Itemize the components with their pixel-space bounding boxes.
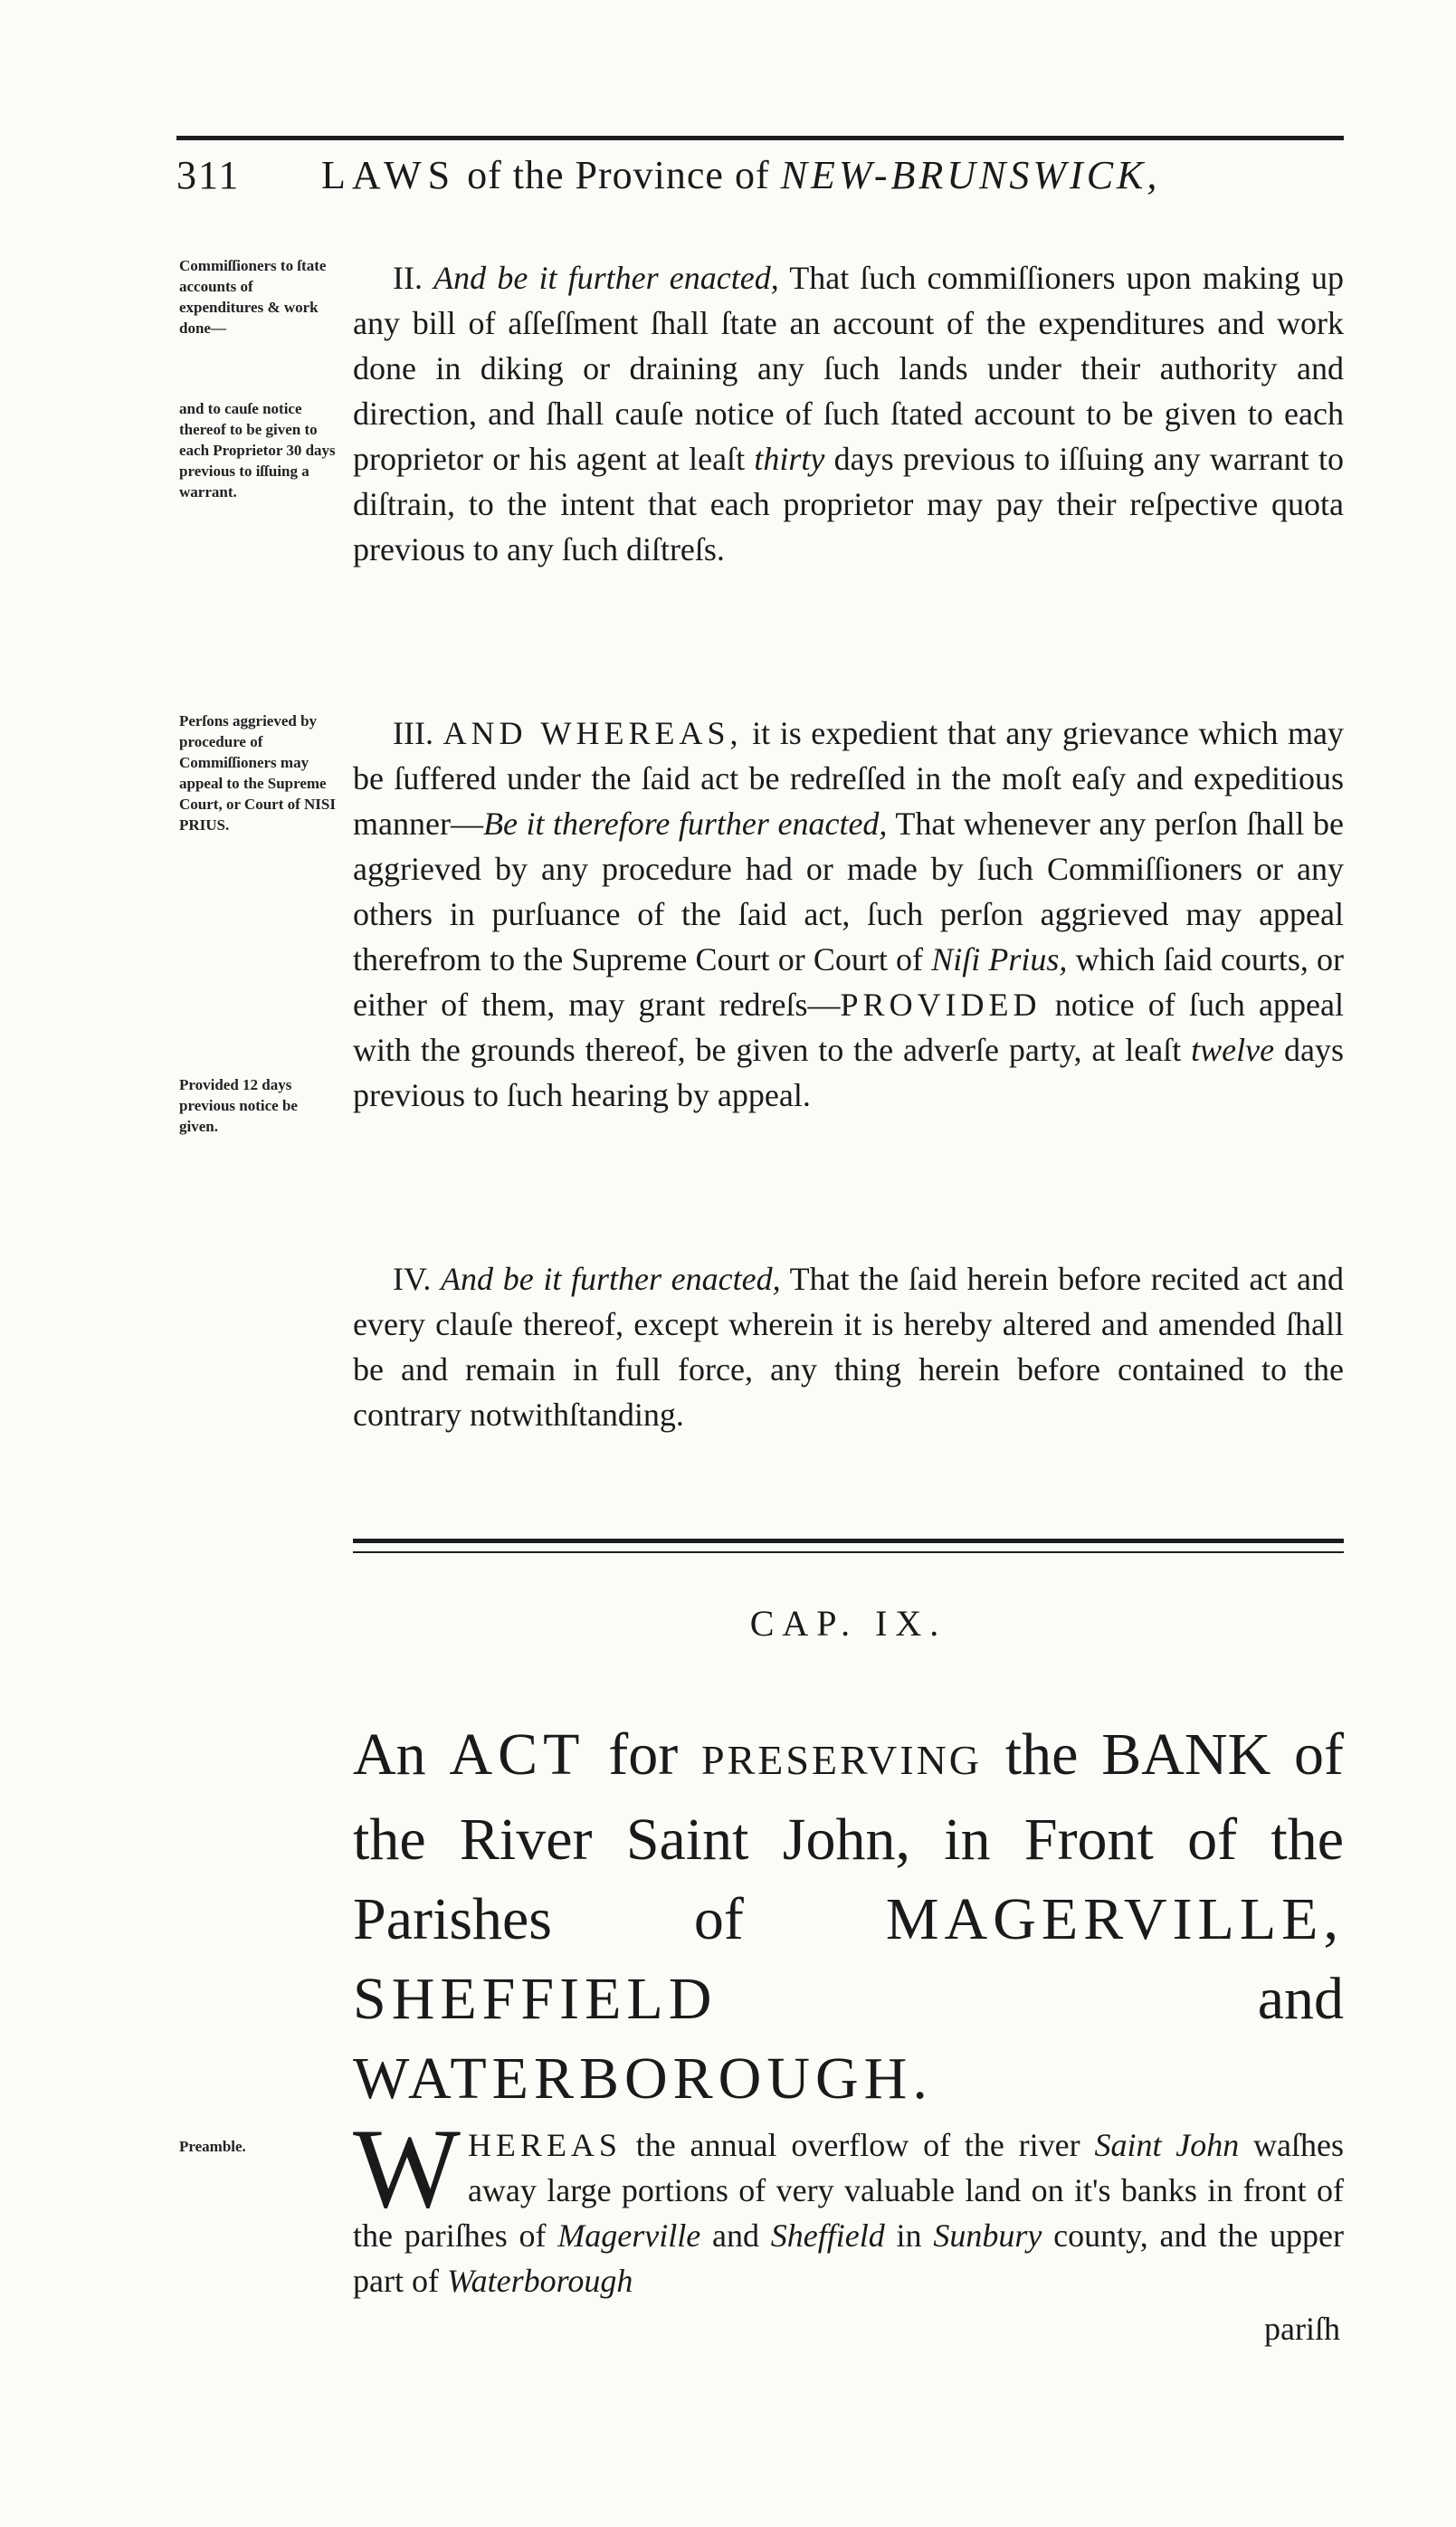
act-title-of-river: of the River xyxy=(353,1721,1344,1873)
act-title-places: MAGERVILLE, SHEFFIELD xyxy=(353,1886,1344,2032)
preamble-waterborough: Waterborough xyxy=(446,2263,633,2299)
margin-note-state-accounts: Commiſſioners to ſtate accounts of expenditures & work done— xyxy=(179,257,327,337)
preamble-text-c: county, and the upper part of xyxy=(353,2217,1345,2299)
act-title-saint: Saint xyxy=(625,1807,749,1873)
page-number: 311 xyxy=(176,153,241,197)
margin-note-persons-aggrieved: Perſons aggrieved by procedure of Commiſſioners may appeal to the Supreme Court, or Court of NISI PRIUS. xyxy=(179,712,336,834)
section-iii-text-b: That whenever any perſon ſhall be aggrieved by any procedure had or made by ſuch Commiſſioners or any others in purſuance of the ſaid act, ſuch perſon aggrieved may appeal therefrom to the Supreme Court or Court of xyxy=(353,806,1344,977)
section-iii-text-c: which ſaid courts, or either of them, may grant redreſs— xyxy=(353,941,1345,1023)
section-iii-enacting: Be it therefore further enacted, xyxy=(482,806,888,842)
act-title-preserving: PRESERVING xyxy=(700,1737,983,1783)
header-rule xyxy=(176,136,1344,140)
preamble-saint-john: Saint John xyxy=(1094,2127,1240,2163)
catchword: pariſh xyxy=(1264,2311,1340,2347)
running-header xyxy=(176,152,1344,215)
preamble-in: in xyxy=(896,2217,922,2254)
section-iii-number: III. xyxy=(393,715,433,751)
section-iv-text: That the ſaid herein before recited act and every clauſe thereof, except wherein it is hereby altered and amended ſhall be and remain in full force, any thing herein before contained to the contrary notwithſtanding. xyxy=(353,1261,1345,1433)
section-divider-thin xyxy=(353,1551,1344,1553)
preamble-sunbury: Sunbury xyxy=(933,2217,1042,2254)
preamble-paragraph xyxy=(353,2106,1345,2303)
section-iv-enacting: And be it further enacted, xyxy=(441,1261,781,1297)
section-iii-and-whereas: AND WHEREAS, xyxy=(443,715,743,751)
margin-note-cause-notice: and to cauſe notice thereof to be given to each Proprietor 30 days previous to iſſuing a warrant. xyxy=(179,400,336,501)
act-title-front: Front xyxy=(1023,1807,1154,1873)
running-head-laws: LAWS xyxy=(321,153,457,197)
margin-note-preamble: Preamble. xyxy=(179,2138,246,2155)
section-iii xyxy=(353,710,1344,1118)
section-ii xyxy=(353,255,1344,572)
act-title-of: of xyxy=(693,1886,744,1952)
preamble-text-b: waſhes away large portions of very valuable land on it's banks in front of the pariſhes of xyxy=(353,2127,1345,2254)
section-iv xyxy=(353,1256,1344,1437)
section-iv-number: IV. xyxy=(393,1261,432,1297)
section-ii-number: II. xyxy=(393,260,423,296)
section-iii-text-d: notice of ſuch appeal with the grounds thereof, be given to the adverſe party, at leaſt xyxy=(353,987,1344,1068)
act-title-the: the xyxy=(1004,1721,1079,1788)
act-title-and: and xyxy=(1257,1966,1344,2032)
act-title-waterborough: WATERBOROUGH. xyxy=(353,2045,933,2112)
act-title-of-the: of the xyxy=(1187,1807,1345,1873)
act-title-parishes: Parishes xyxy=(353,1886,552,1952)
preamble-sheffield: Sheffield xyxy=(770,2217,885,2254)
running-head-title xyxy=(321,152,1160,198)
section-ii-days: thirty xyxy=(754,441,825,477)
margin-note-twelve-days: Provided 12 days previous notice be given. xyxy=(179,1076,298,1135)
preamble-whereas: HEREAS xyxy=(467,2127,622,2163)
section-ii-enacting: And be it further enacted, xyxy=(433,260,779,296)
section-ii-text-b: days previous to iſſuing any warrant to diſtrain, to the intent that each proprietor may pay their reſpective quota previous to any ſuch diſtreſs. xyxy=(353,441,1344,567)
act-title xyxy=(353,1715,1344,2119)
act-title-act: ACT xyxy=(449,1721,585,1788)
section-iii-days: twelve xyxy=(1191,1032,1275,1068)
act-title-john-in: John, in xyxy=(782,1807,991,1873)
chapter-heading: CAP. IX. xyxy=(749,1603,947,1644)
preamble-magerville: Magerville xyxy=(557,2217,701,2254)
preamble-dropcap: W xyxy=(353,2106,461,2232)
act-title-bank: BANK xyxy=(1101,1721,1271,1788)
act-title-for: for xyxy=(608,1721,679,1788)
preamble-text-a: the annual overflow of the river xyxy=(635,2127,1080,2163)
section-iii-provided: PROVIDED xyxy=(840,987,1042,1023)
section-iii-text-e: days previous to ſuch hearing by appeal. xyxy=(353,1032,1345,1113)
section-divider-thick xyxy=(353,1539,1344,1543)
section-iii-text-a: it is expedient that any grievance which may be ſuffered under the ſaid act be redreſſed in the moſt eaſy and expeditious manner— xyxy=(353,715,1345,842)
section-iii-nisi-prius: Niſi Prius, xyxy=(931,941,1068,977)
section-ii-text-a: That ſuch commiſſioners upon making up any bill of aſſeſſment ſhall ſtate an account of the expenditures and work done in diking or draining any ſuch lands under their authority and direction, and ſhall cauſe notice of ſuch ſtated account to be given to each proprietor or his agent at leaſt xyxy=(353,260,1344,477)
preamble-and: and xyxy=(712,2217,759,2254)
running-head-province: NEW-BRUNSWICK, xyxy=(780,153,1161,197)
act-title-an: An xyxy=(353,1721,426,1788)
running-head-province-of: of the Province of xyxy=(467,153,770,197)
